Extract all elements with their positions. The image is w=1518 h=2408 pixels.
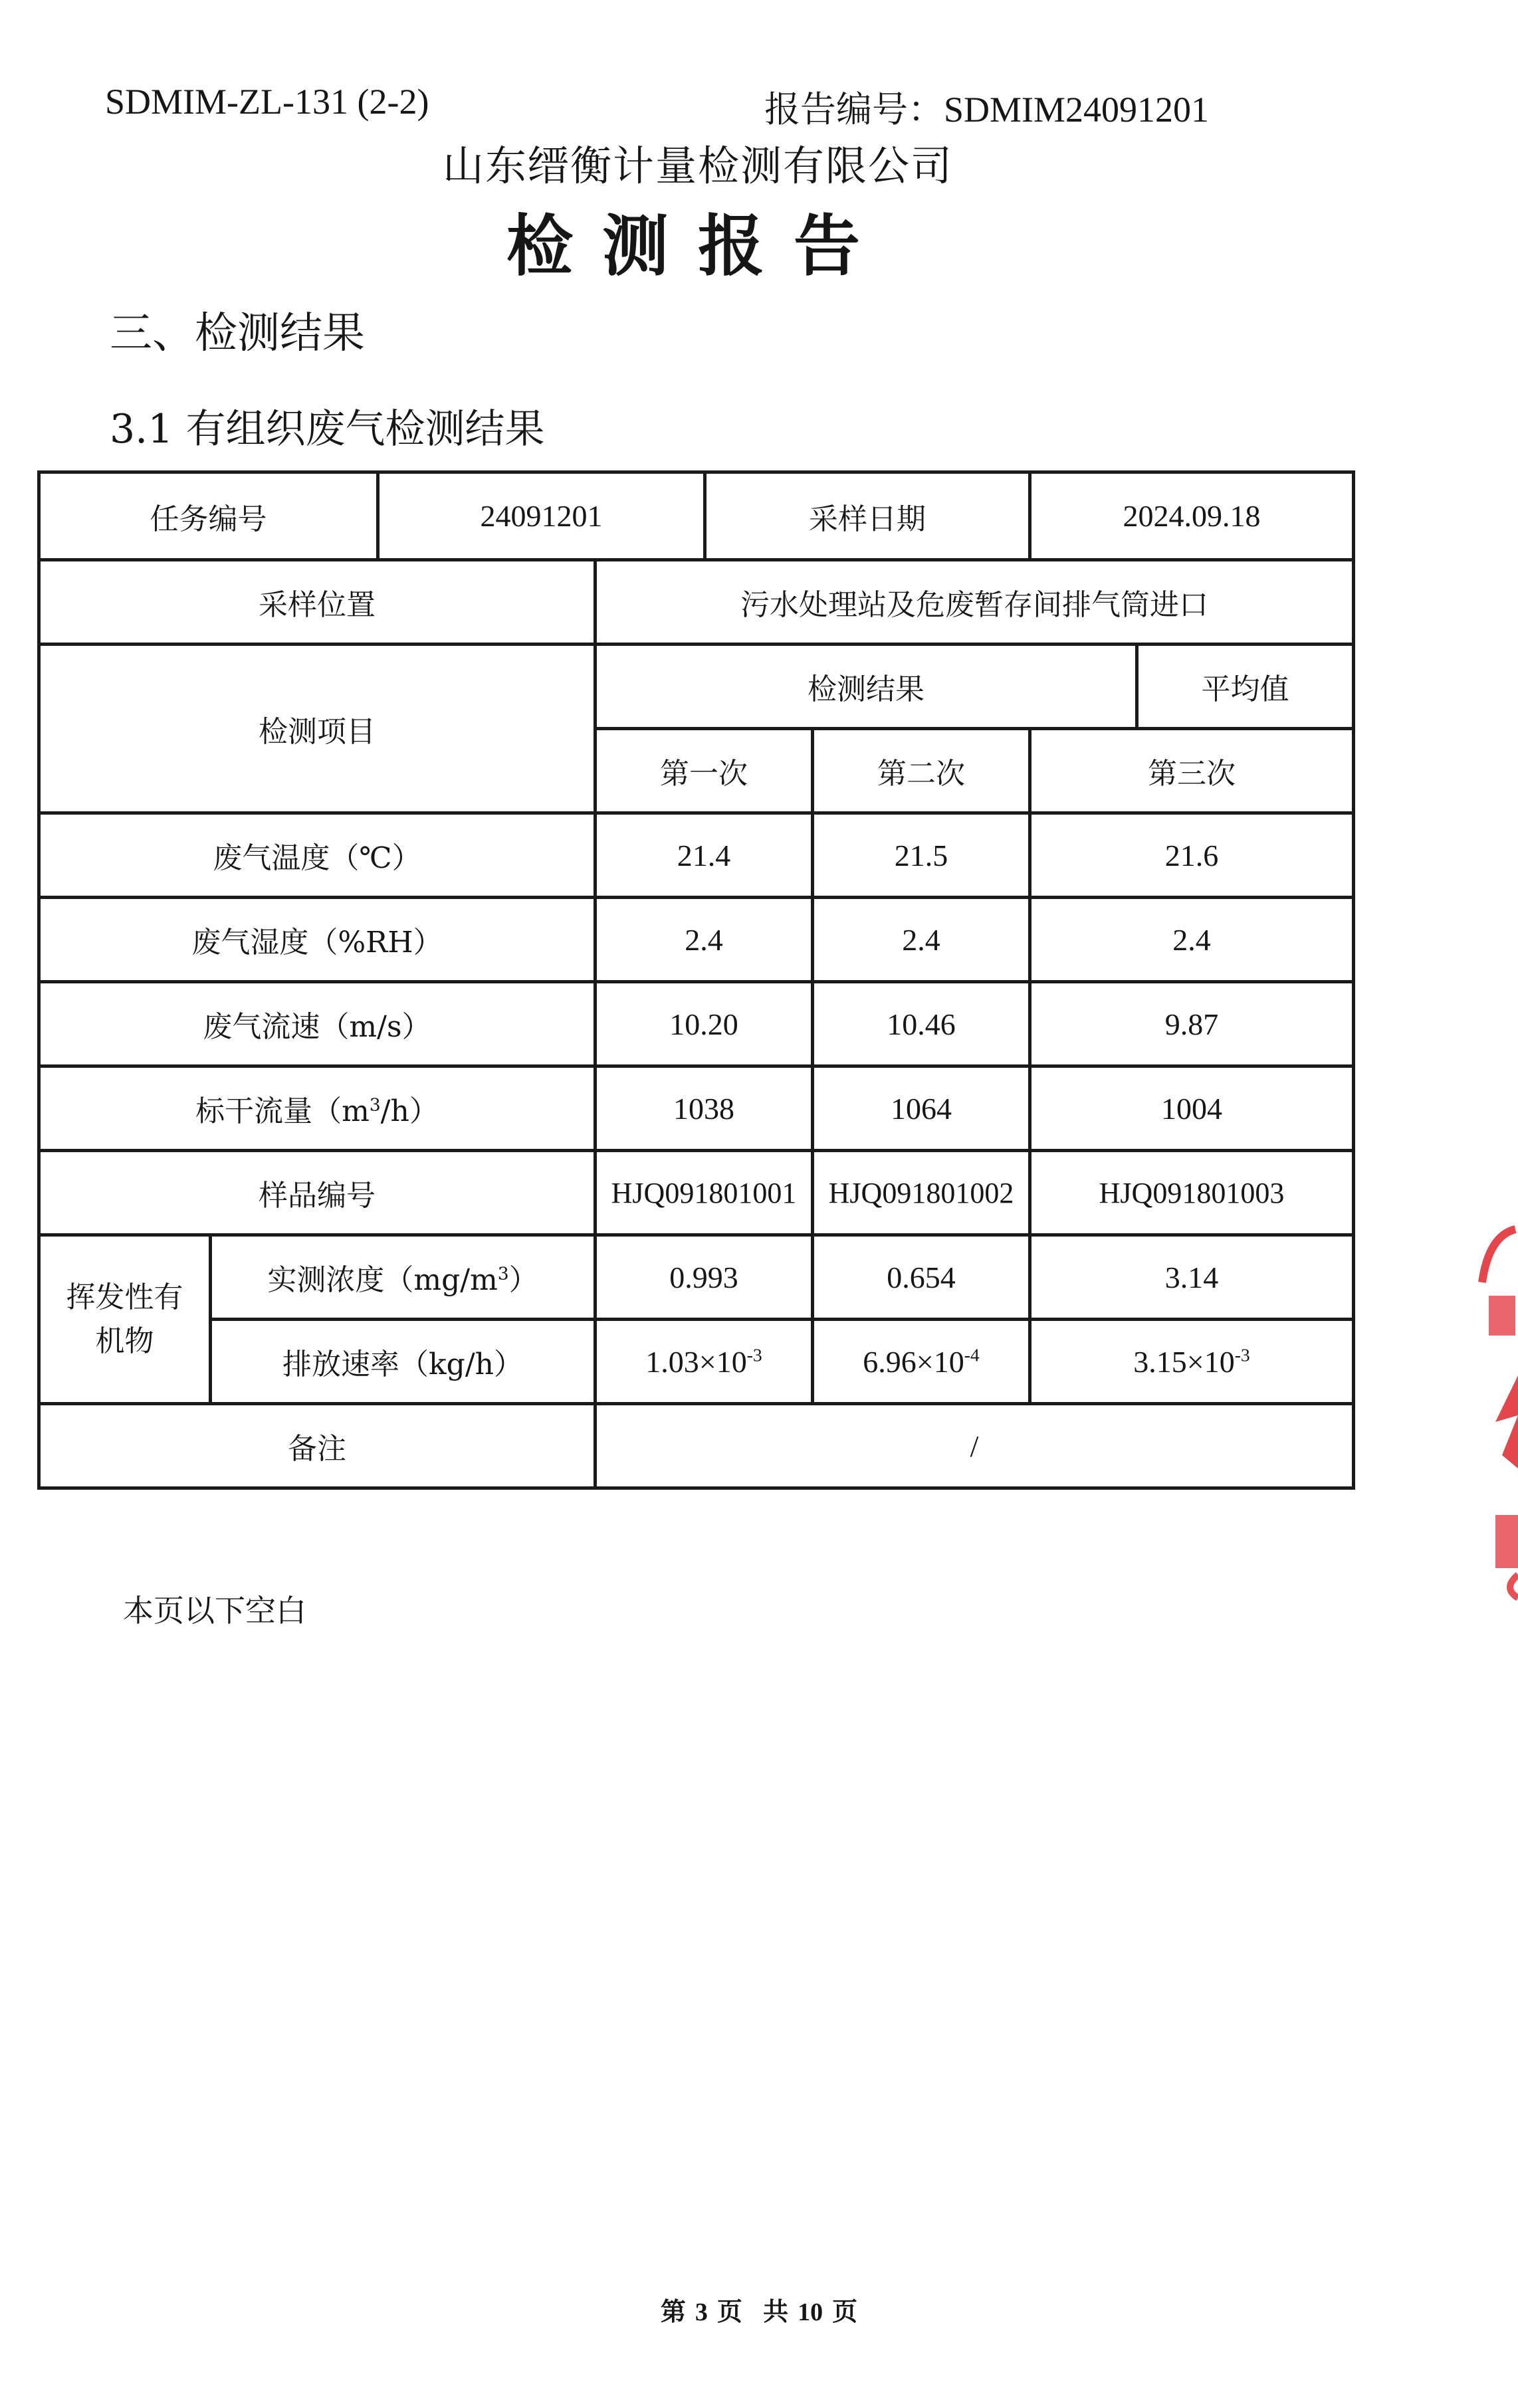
company-name: 山东缙衡计量检测有限公司 — [442, 142, 953, 190]
voc-rate-label: 排放速率（kg/h） — [211, 1320, 596, 1404]
rate-mantissa: 1.03×10 — [645, 1344, 747, 1379]
cell-run-3: 1004 — [1030, 1066, 1354, 1151]
cell-run-3: HJQ091801003 — [1030, 1151, 1354, 1235]
item-label: 检测项目 — [39, 645, 596, 813]
voc-group-label: 挥发性有机物 — [39, 1235, 211, 1404]
cell-run-3: 3.14 — [1030, 1235, 1354, 1320]
cell-run-2 — [813, 1320, 1030, 1404]
row-label-text-end: /h） — [380, 1094, 439, 1128]
report-number — [764, 81, 1209, 132]
table-row — [39, 645, 1354, 729]
sample-date-label: 采样日期 — [705, 472, 1030, 560]
cell-run-2: 21.5 — [813, 813, 1030, 898]
table-row — [39, 1235, 1354, 1320]
company-seal-stamp — [1469, 1203, 1518, 1601]
average-label: 平均值 — [1137, 645, 1354, 729]
row-label-superscript: 3 — [369, 1094, 381, 1116]
cell-run-2: 1064 — [813, 1066, 1030, 1151]
document-code: SDMIM-ZL-131 (2-2) — [105, 82, 429, 122]
result-label: 检测结果 — [596, 645, 1137, 729]
task-no-label: 任务编号 — [39, 472, 378, 560]
blank-page-note: 本页以下空白 — [123, 1593, 306, 1629]
footer-total-word: 共 — [763, 2296, 789, 2326]
report-number-label: 报告编号： — [764, 90, 944, 130]
location-label: 采样位置 — [39, 560, 596, 645]
cell-run-1: 0.993 — [596, 1235, 813, 1320]
row-label: 废气流速（m/s） — [39, 982, 596, 1066]
table-row — [39, 1320, 1354, 1404]
voc-conc-label-text: 实测浓度（mg/m — [267, 1263, 498, 1297]
footer-prefix: 第 — [660, 2296, 686, 2326]
table-row — [39, 982, 1354, 1066]
remark-label: 备注 — [39, 1404, 596, 1488]
location-value: 污水处理站及危废暂存间排气筒进口 — [596, 560, 1354, 645]
table-row — [39, 898, 1354, 982]
voc-conc-label-superscript: 3 — [497, 1263, 509, 1284]
cell-run-2: 10.46 — [813, 982, 1030, 1066]
row-label — [39, 1066, 596, 1151]
remark-value: / — [596, 1404, 1354, 1488]
row-label: 废气温度（℃） — [39, 813, 596, 898]
cell-run-3: 9.87 — [1030, 982, 1354, 1066]
cell-run-1: 2.4 — [596, 898, 813, 982]
cell-run-1: 10.20 — [596, 982, 813, 1066]
table-row — [39, 813, 1354, 898]
page-footer — [0, 2291, 1518, 2328]
run-2-label: 第二次 — [813, 729, 1030, 813]
table-row — [39, 560, 1354, 645]
run-3-label: 第三次 — [1030, 729, 1354, 813]
footer-page-word: 页 — [716, 2296, 742, 2326]
rate-exponent: -3 — [746, 1344, 762, 1365]
page-number: 3 — [695, 2298, 708, 2326]
run-1-label: 第一次 — [596, 729, 813, 813]
rate-mantissa: 3.15×10 — [1133, 1344, 1235, 1379]
table-row — [39, 1066, 1354, 1151]
rate-exponent: -3 — [1234, 1344, 1250, 1365]
report-number-value: SDMIM24091201 — [944, 90, 1210, 130]
cell-run-3 — [1030, 1320, 1354, 1404]
subsection-heading: 3.1 有组织废气检测结果 — [110, 406, 545, 452]
cell-run-1: HJQ091801001 — [596, 1151, 813, 1235]
table-row — [39, 1404, 1354, 1488]
voc-conc-label-text-end: ） — [508, 1263, 538, 1297]
results-table — [37, 470, 1355, 1490]
section-heading: 三、检测结果 — [110, 309, 365, 358]
footer-suffix: 页 — [832, 2296, 858, 2326]
voc-conc-label — [211, 1235, 596, 1320]
cell-run-2: HJQ091801002 — [813, 1151, 1030, 1235]
cell-run-1: 1038 — [596, 1066, 813, 1151]
row-label-text: 标干流量（m — [195, 1094, 370, 1128]
report-title: 检测报告 — [506, 207, 889, 285]
cell-run-1 — [596, 1320, 813, 1404]
task-no-value: 24091201 — [378, 472, 705, 560]
table-row — [39, 1151, 1354, 1235]
cell-run-3: 2.4 — [1030, 898, 1354, 982]
table-row — [39, 472, 1354, 560]
row-label: 废气湿度（%RH） — [39, 898, 596, 982]
rate-mantissa: 6.96×10 — [863, 1344, 964, 1379]
cell-run-1: 21.4 — [596, 813, 813, 898]
row-label: 样品编号 — [39, 1151, 596, 1235]
total-pages: 10 — [798, 2298, 823, 2326]
cell-run-3: 21.6 — [1030, 813, 1354, 898]
sample-date-value: 2024.09.18 — [1030, 472, 1354, 560]
cell-run-2: 0.654 — [813, 1235, 1030, 1320]
rate-exponent: -4 — [964, 1344, 980, 1365]
cell-run-2: 2.4 — [813, 898, 1030, 982]
